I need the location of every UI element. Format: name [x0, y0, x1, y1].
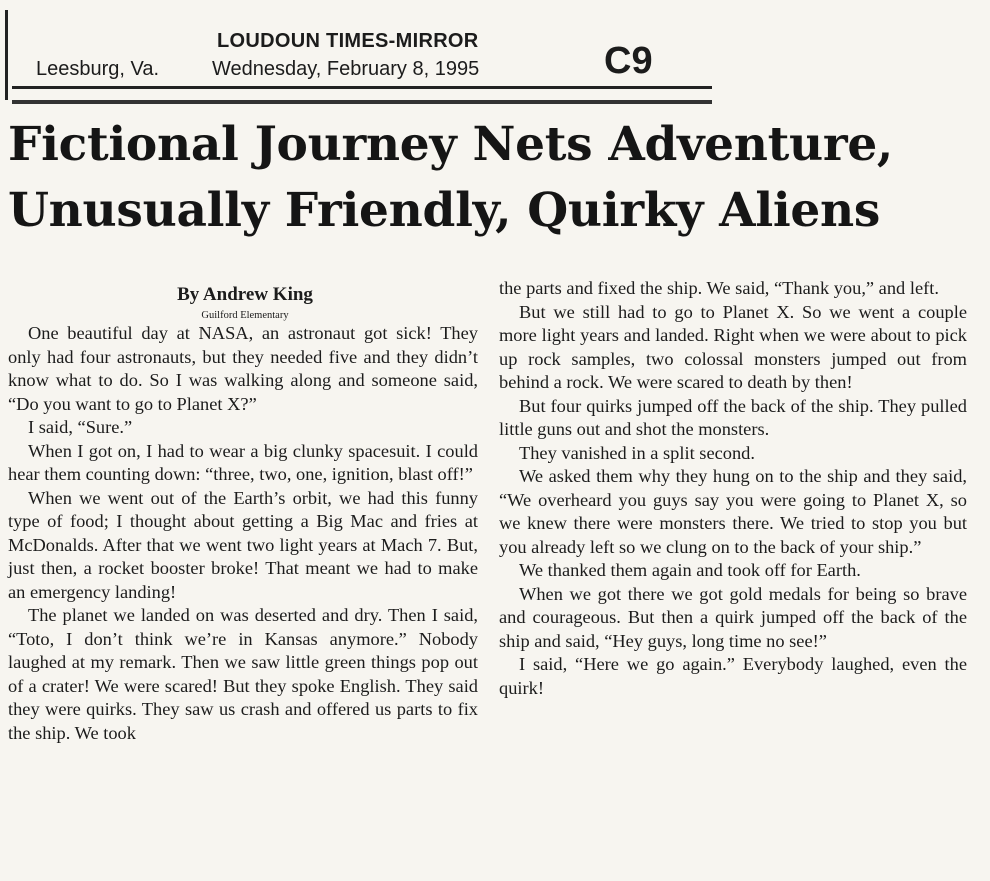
- issue-date: Wednesday, February 8, 1995: [212, 58, 480, 80]
- paragraph: But four quirks jumped off the back of the ship. They pulled little guns out and shot the monsters.: [499, 395, 967, 439]
- paragraph: One beautiful day at NASA, an astronaut got sick! They only had four astronauts, but they needed five and they didn’t know what to do. So I was walking along and someone said, “Do you want to go to Planet X?”: [8, 323, 478, 414]
- article-column-1: [8, 322, 478, 745]
- masthead: [12, 14, 717, 106]
- dateline-city: Leesburg, Va.: [36, 58, 160, 80]
- page-number: C9: [604, 40, 653, 82]
- masthead-rule: [12, 86, 712, 89]
- author-school: Guilford Elementary: [201, 310, 289, 321]
- paragraph: I said, “Sure.”: [28, 417, 133, 437]
- newspaper-name: LOUDOUN TIMES-MIRROR: [217, 30, 479, 52]
- byline: [130, 284, 360, 321]
- paragraph: I said, “Here we go again.” Everybody laughed, even the quirk!: [499, 654, 967, 698]
- headline: [8, 112, 983, 244]
- paragraph: We asked them why they hung on to the ship and they said, “We overheard you guys say you were going to Planet X, so we knew there were monsters there. We tried to stop you but you already left so we clung on to the back of your ship.”: [499, 466, 967, 557]
- paragraph: When I got on, I had to wear a big clunky spacesuit. I could hear them counting down: “three, two, one, ignition, blast off!”: [8, 440, 478, 484]
- left-edge-rule: [5, 10, 8, 100]
- paragraph: When we went out of the Earth’s orbit, we had this funny type of food; I thought about getting a Big Mac and fries at McDonalds. After that we went two light years at Mach 7. But, just then, a rocket booster broke! That meant we had to make an emergency landing!: [8, 487, 478, 602]
- paragraph: But we still had to go to Planet X. So we went a couple more light years and landed. Right when we were about to pick up rock samples, two colossal monsters jumped out from behind a rock. We were scared to death by then!: [499, 301, 967, 392]
- paragraph: We thanked them again and took off for Earth.: [519, 560, 861, 580]
- headline-line-2: Unusually Friendly, Quirky Aliens: [8, 183, 881, 238]
- article-column-2: [499, 277, 967, 700]
- masthead-rule-thick: [12, 100, 712, 104]
- headline-line-1: Fictional Journey Nets Adventure,: [8, 117, 893, 172]
- author-name: By Andrew King: [177, 284, 313, 305]
- paragraph: The planet we landed on was deserted and dry. Then I said, “Toto, I don’t think we’re in Kansas anymore.” Nobody laughed at my remark. Then we saw little green things pop out of a crater! We were scared! But they spoke English. They said they were quirks. They saw us crash and offered us parts to fix the ship. We took: [8, 605, 478, 743]
- paragraph: They vanished in a split second.: [519, 442, 755, 463]
- paragraph: the parts and fixed the ship. We said, “Thank you,” and left.: [499, 278, 939, 298]
- paragraph: When we got there we got gold medals for being so brave and courageous. But then a quirk jumped off the back of the ship and said, “Hey guys, long time no see!”: [499, 583, 967, 651]
